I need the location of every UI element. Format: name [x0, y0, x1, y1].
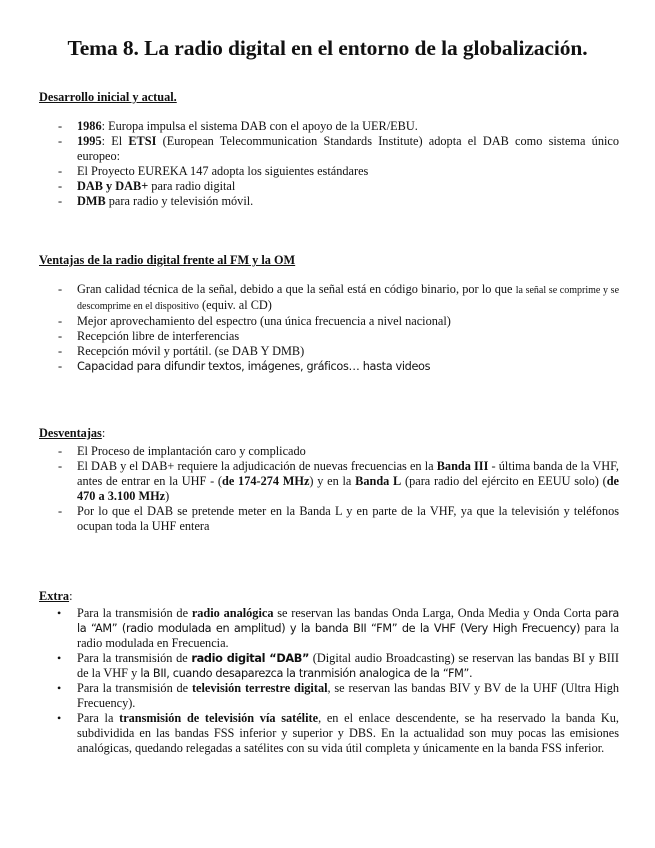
section-extra: Extra: [39, 589, 73, 604]
list-item: - Recepción libre de interferencias [39, 329, 619, 344]
section-heading: Desarrollo inicial y actual. [39, 90, 177, 104]
list-desventajas [39, 444, 619, 534]
section-heading: Ventajas de la radio digital frente al FM y la OM [39, 253, 296, 267]
list-desarrollo [39, 119, 619, 209]
list-item: - DAB y DAB+ para radio digital [39, 179, 619, 194]
list-item: - 1995: El ETSI (European Telecommunication Standards Institute) adopta el DAB como sistema único europeo: [39, 134, 619, 164]
list-ventajas [39, 282, 619, 374]
page-title: Tema 8. La radio digital en el entorno de la globalización. [67, 36, 588, 60]
list-item: • Para la transmisión de radio analógica se reservan las bandas Onda Larga, Onda Media y Onda Corta para la “AM” (radio modulada en amplitud) y la banda BII “FM” de la VHF (Very High Frecuency) para la radio modulada en Frecuencia. [39, 606, 619, 651]
section-heading: Extra [39, 589, 70, 604]
list-item: - DMB para radio y televisión móvil. [39, 194, 619, 209]
section-ventajas [39, 253, 619, 268]
list-item: • Para la transmisión de televisión vía satélite, en el enlace descendente, se ha reservado la banda Ku, subdividida en las bandas FSS inferior y superior y DBS. En la actualidad son muy pocas las emisiones analógicas, quedando relegadas a satélites con su vida útil completa y únicamente en la banda FSS inferior. [39, 711, 619, 756]
list-item: - 1986: Europa impulsa el sistema DAB con el apoyo de la UER/EBU. [39, 119, 619, 134]
list-item: - Por lo que el DAB se pretende meter en la Banda L y en parte de la VHF, ya que la televisión y teléfonos ocupan toda la UHF entera [39, 504, 619, 534]
list-item: - Mejor aprovechamiento del espectro (una única frecuencia a nivel nacional) [39, 314, 619, 329]
list-item: - Capacidad para difundir textos, imágenes, gráficos… hasta videos [39, 359, 619, 374]
list-item: - Gran calidad técnica de la señal, debido a que la señal está en código binario, por lo que la señal se comprime y se descomprime en el dispositivo (equiv. al CD) [39, 282, 619, 314]
list-item: • Para la transmisión de televisión terrestre digital, se reservan las bandas BIV y BV de la UHF (Ultra High Frecuency). [39, 681, 619, 711]
list-item: • Para la transmisión de radio digital “DAB” (Digital audio Broadcasting) se reservan las bandas BI y BIII de la VHF y la BII, cuando desaparezca la tranmisión analogica de la “FM”. [39, 651, 619, 681]
list-item: - Recepción móvil y portátil. (se DAB Y DMB) [39, 344, 619, 359]
section-heading: Desventajas [39, 426, 102, 441]
section-desarrollo [39, 90, 619, 105]
list-item: - El Proceso de implantación caro y complicado [39, 444, 619, 459]
list-extra [39, 606, 619, 756]
list-item: - El DAB y el DAB+ requiere la adjudicación de nuevas frecuencias en la Banda III - última banda de la VHF, antes de entrar en la UHF - (de 174-274 MHz) y en la Banda L (para radio del ejército en EEUU solo) (de 470 a 3.100 MHz) [39, 459, 619, 504]
list-item: - El Proyecto EUREKA 147 adopta los siguientes estándares [39, 164, 619, 179]
section-desventajas: Desventajas: [39, 426, 106, 441]
